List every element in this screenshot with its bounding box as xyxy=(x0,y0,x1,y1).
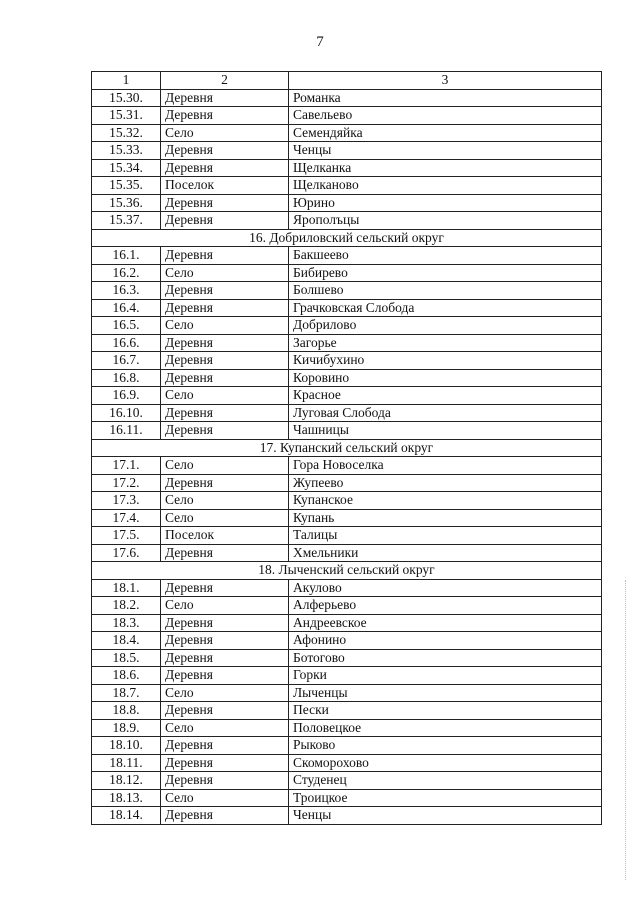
settlement-type: Деревня xyxy=(161,737,289,755)
settlement-number: 16.6. xyxy=(92,334,161,352)
settlement-name: Ярополъцы xyxy=(289,212,602,230)
settlement-number: 15.37. xyxy=(92,212,161,230)
settlement-name: Рыково xyxy=(289,737,602,755)
table-row xyxy=(92,334,602,352)
table-row xyxy=(92,107,602,125)
settlement-number: 16.1. xyxy=(92,247,161,265)
settlement-name: Ченцы xyxy=(289,807,602,825)
settlement-number: 17.4. xyxy=(92,509,161,527)
settlement-name: Студенец xyxy=(289,772,602,790)
settlement-type: Деревня xyxy=(161,667,289,685)
table-row xyxy=(92,212,602,230)
section-header-row xyxy=(92,439,602,457)
settlement-number: 15.34. xyxy=(92,159,161,177)
table-row xyxy=(92,317,602,335)
settlements-table xyxy=(91,71,602,825)
table-row xyxy=(92,457,602,475)
table-row xyxy=(92,597,602,615)
settlement-name: Жупеево xyxy=(289,474,602,492)
settlement-type: Село xyxy=(161,719,289,737)
table-row xyxy=(92,404,602,422)
settlement-number: 17.3. xyxy=(92,492,161,510)
settlement-name: Талицы xyxy=(289,527,602,545)
table-row xyxy=(92,264,602,282)
table-body xyxy=(92,89,602,824)
settlement-type: Деревня xyxy=(161,334,289,352)
settlement-type: Деревня xyxy=(161,299,289,317)
settlement-name: Купань xyxy=(289,509,602,527)
settlement-number: 16.8. xyxy=(92,369,161,387)
table-row xyxy=(92,772,602,790)
settlement-name: Грачковская Слобода xyxy=(289,299,602,317)
settlement-type: Деревня xyxy=(161,579,289,597)
settlement-number: 17.6. xyxy=(92,544,161,562)
table-row xyxy=(92,177,602,195)
settlement-name: Пески xyxy=(289,702,602,720)
settlement-type: Село xyxy=(161,492,289,510)
settlement-type: Деревня xyxy=(161,422,289,440)
settlement-type: Деревня xyxy=(161,632,289,650)
table-row xyxy=(92,142,602,160)
table-row xyxy=(92,369,602,387)
table-row xyxy=(92,352,602,370)
settlement-name: Добрилово xyxy=(289,317,602,335)
settlement-name: Ботогово xyxy=(289,649,602,667)
settlement-type: Деревня xyxy=(161,107,289,125)
settlement-number: 16.5. xyxy=(92,317,161,335)
settlement-number: 18.1. xyxy=(92,579,161,597)
settlement-name: Кичибухино xyxy=(289,352,602,370)
settlement-type: Село xyxy=(161,124,289,142)
settlement-number: 18.3. xyxy=(92,614,161,632)
settlement-number: 17.2. xyxy=(92,474,161,492)
settlement-type: Деревня xyxy=(161,754,289,772)
settlement-type: Деревня xyxy=(161,807,289,825)
table-row xyxy=(92,159,602,177)
settlement-name: Романка xyxy=(289,89,602,107)
table-row xyxy=(92,754,602,772)
settlement-name: Хмельники xyxy=(289,544,602,562)
settlement-name: Афонино xyxy=(289,632,602,650)
settlement-name: Загорье xyxy=(289,334,602,352)
settlement-type: Деревня xyxy=(161,352,289,370)
settlement-number: 15.36. xyxy=(92,194,161,212)
settlement-name: Щелканка xyxy=(289,159,602,177)
settlement-number: 18.11. xyxy=(92,754,161,772)
settlement-name: Бакшеево xyxy=(289,247,602,265)
section-header-row xyxy=(92,229,602,247)
table-row xyxy=(92,632,602,650)
table-row xyxy=(92,247,602,265)
table-row xyxy=(92,649,602,667)
settlement-number: 16.11. xyxy=(92,422,161,440)
table-row xyxy=(92,509,602,527)
settlement-name: Лыченцы xyxy=(289,684,602,702)
page-number: 7 xyxy=(316,34,324,50)
settlement-number: 15.33. xyxy=(92,142,161,160)
section-title: 18. Лыченский сельский округ xyxy=(92,562,602,580)
settlement-type: Деревня xyxy=(161,474,289,492)
settlement-type: Деревня xyxy=(161,212,289,230)
settlement-type: Село xyxy=(161,789,289,807)
settlement-type: Деревня xyxy=(161,159,289,177)
settlement-type: Деревня xyxy=(161,544,289,562)
settlement-name: Савельево xyxy=(289,107,602,125)
settlement-type: Поселок xyxy=(161,177,289,195)
settlement-name: Андреевское xyxy=(289,614,602,632)
settlement-number: 18.2. xyxy=(92,597,161,615)
settlement-number: 16.2. xyxy=(92,264,161,282)
table-row xyxy=(92,807,602,825)
settlement-number: 16.3. xyxy=(92,282,161,300)
column-header-3: 3 xyxy=(289,72,602,90)
settlement-number: 17.5. xyxy=(92,527,161,545)
settlement-number: 18.14. xyxy=(92,807,161,825)
settlement-number: 16.9. xyxy=(92,387,161,405)
settlement-number: 18.10. xyxy=(92,737,161,755)
table-row xyxy=(92,89,602,107)
settlement-type: Деревня xyxy=(161,247,289,265)
settlement-type: Деревня xyxy=(161,649,289,667)
settlement-type: Село xyxy=(161,264,289,282)
column-header-1: 1 xyxy=(92,72,161,90)
settlement-name: Болшево xyxy=(289,282,602,300)
settlement-type: Деревня xyxy=(161,89,289,107)
table-row xyxy=(92,614,602,632)
table-header-row xyxy=(92,72,602,90)
settlement-name: Акулово xyxy=(289,579,602,597)
settlement-name: Чашницы xyxy=(289,422,602,440)
settlement-name: Половецкое xyxy=(289,719,602,737)
settlement-type: Село xyxy=(161,317,289,335)
settlement-name: Скоморохово xyxy=(289,754,602,772)
settlement-type: Село xyxy=(161,509,289,527)
settlement-name: Гора Новоселка xyxy=(289,457,602,475)
settlement-number: 18.6. xyxy=(92,667,161,685)
table-row xyxy=(92,527,602,545)
settlement-type: Деревня xyxy=(161,282,289,300)
settlement-name: Купанское xyxy=(289,492,602,510)
section-title: 16. Добриловский сельский округ xyxy=(92,229,602,247)
table-row xyxy=(92,789,602,807)
table-row xyxy=(92,282,602,300)
section-title: 17. Купанский сельский округ xyxy=(92,439,602,457)
table-row xyxy=(92,474,602,492)
settlement-name: Троицкое xyxy=(289,789,602,807)
settlement-type: Село xyxy=(161,387,289,405)
table-row xyxy=(92,422,602,440)
table-row xyxy=(92,124,602,142)
settlement-number: 18.13. xyxy=(92,789,161,807)
settlement-number: 18.12. xyxy=(92,772,161,790)
column-header-2: 2 xyxy=(161,72,289,90)
table-row xyxy=(92,194,602,212)
table-row xyxy=(92,579,602,597)
settlement-number: 16.10. xyxy=(92,404,161,422)
settlement-name: Бибирево xyxy=(289,264,602,282)
settlement-number: 15.31. xyxy=(92,107,161,125)
settlement-number: 18.4. xyxy=(92,632,161,650)
settlement-number: 17.1. xyxy=(92,457,161,475)
settlement-number: 16.4. xyxy=(92,299,161,317)
settlement-type: Село xyxy=(161,457,289,475)
settlement-name: Юрино xyxy=(289,194,602,212)
settlement-type: Деревня xyxy=(161,404,289,422)
settlement-number: 18.9. xyxy=(92,719,161,737)
settlement-name: Ченцы xyxy=(289,142,602,160)
table-row xyxy=(92,684,602,702)
settlement-name: Алферьево xyxy=(289,597,602,615)
settlement-name: Красное xyxy=(289,387,602,405)
table-row xyxy=(92,544,602,562)
settlement-name: Луговая Слобода xyxy=(289,404,602,422)
settlement-number: 15.32. xyxy=(92,124,161,142)
scan-edge-marks xyxy=(625,580,632,880)
settlement-name: Коровино xyxy=(289,369,602,387)
settlement-type: Деревня xyxy=(161,614,289,632)
table-row xyxy=(92,387,602,405)
settlement-number: 15.35. xyxy=(92,177,161,195)
settlement-type: Деревня xyxy=(161,142,289,160)
settlement-type: Деревня xyxy=(161,702,289,720)
settlement-name: Семендяйка xyxy=(289,124,602,142)
settlement-type: Село xyxy=(161,684,289,702)
settlement-number: 18.5. xyxy=(92,649,161,667)
settlement-type: Поселок xyxy=(161,527,289,545)
settlement-number: 15.30. xyxy=(92,89,161,107)
section-header-row xyxy=(92,562,602,580)
table-row xyxy=(92,702,602,720)
settlement-type: Деревня xyxy=(161,772,289,790)
table-row xyxy=(92,492,602,510)
settlement-type: Деревня xyxy=(161,369,289,387)
settlement-number: 18.8. xyxy=(92,702,161,720)
settlement-name: Горки xyxy=(289,667,602,685)
settlement-type: Село xyxy=(161,597,289,615)
table-row xyxy=(92,299,602,317)
table-row xyxy=(92,719,602,737)
settlement-number: 18.7. xyxy=(92,684,161,702)
settlement-name: Щелканово xyxy=(289,177,602,195)
table-row xyxy=(92,667,602,685)
settlement-number: 16.7. xyxy=(92,352,161,370)
settlement-type: Деревня xyxy=(161,194,289,212)
table-row xyxy=(92,737,602,755)
